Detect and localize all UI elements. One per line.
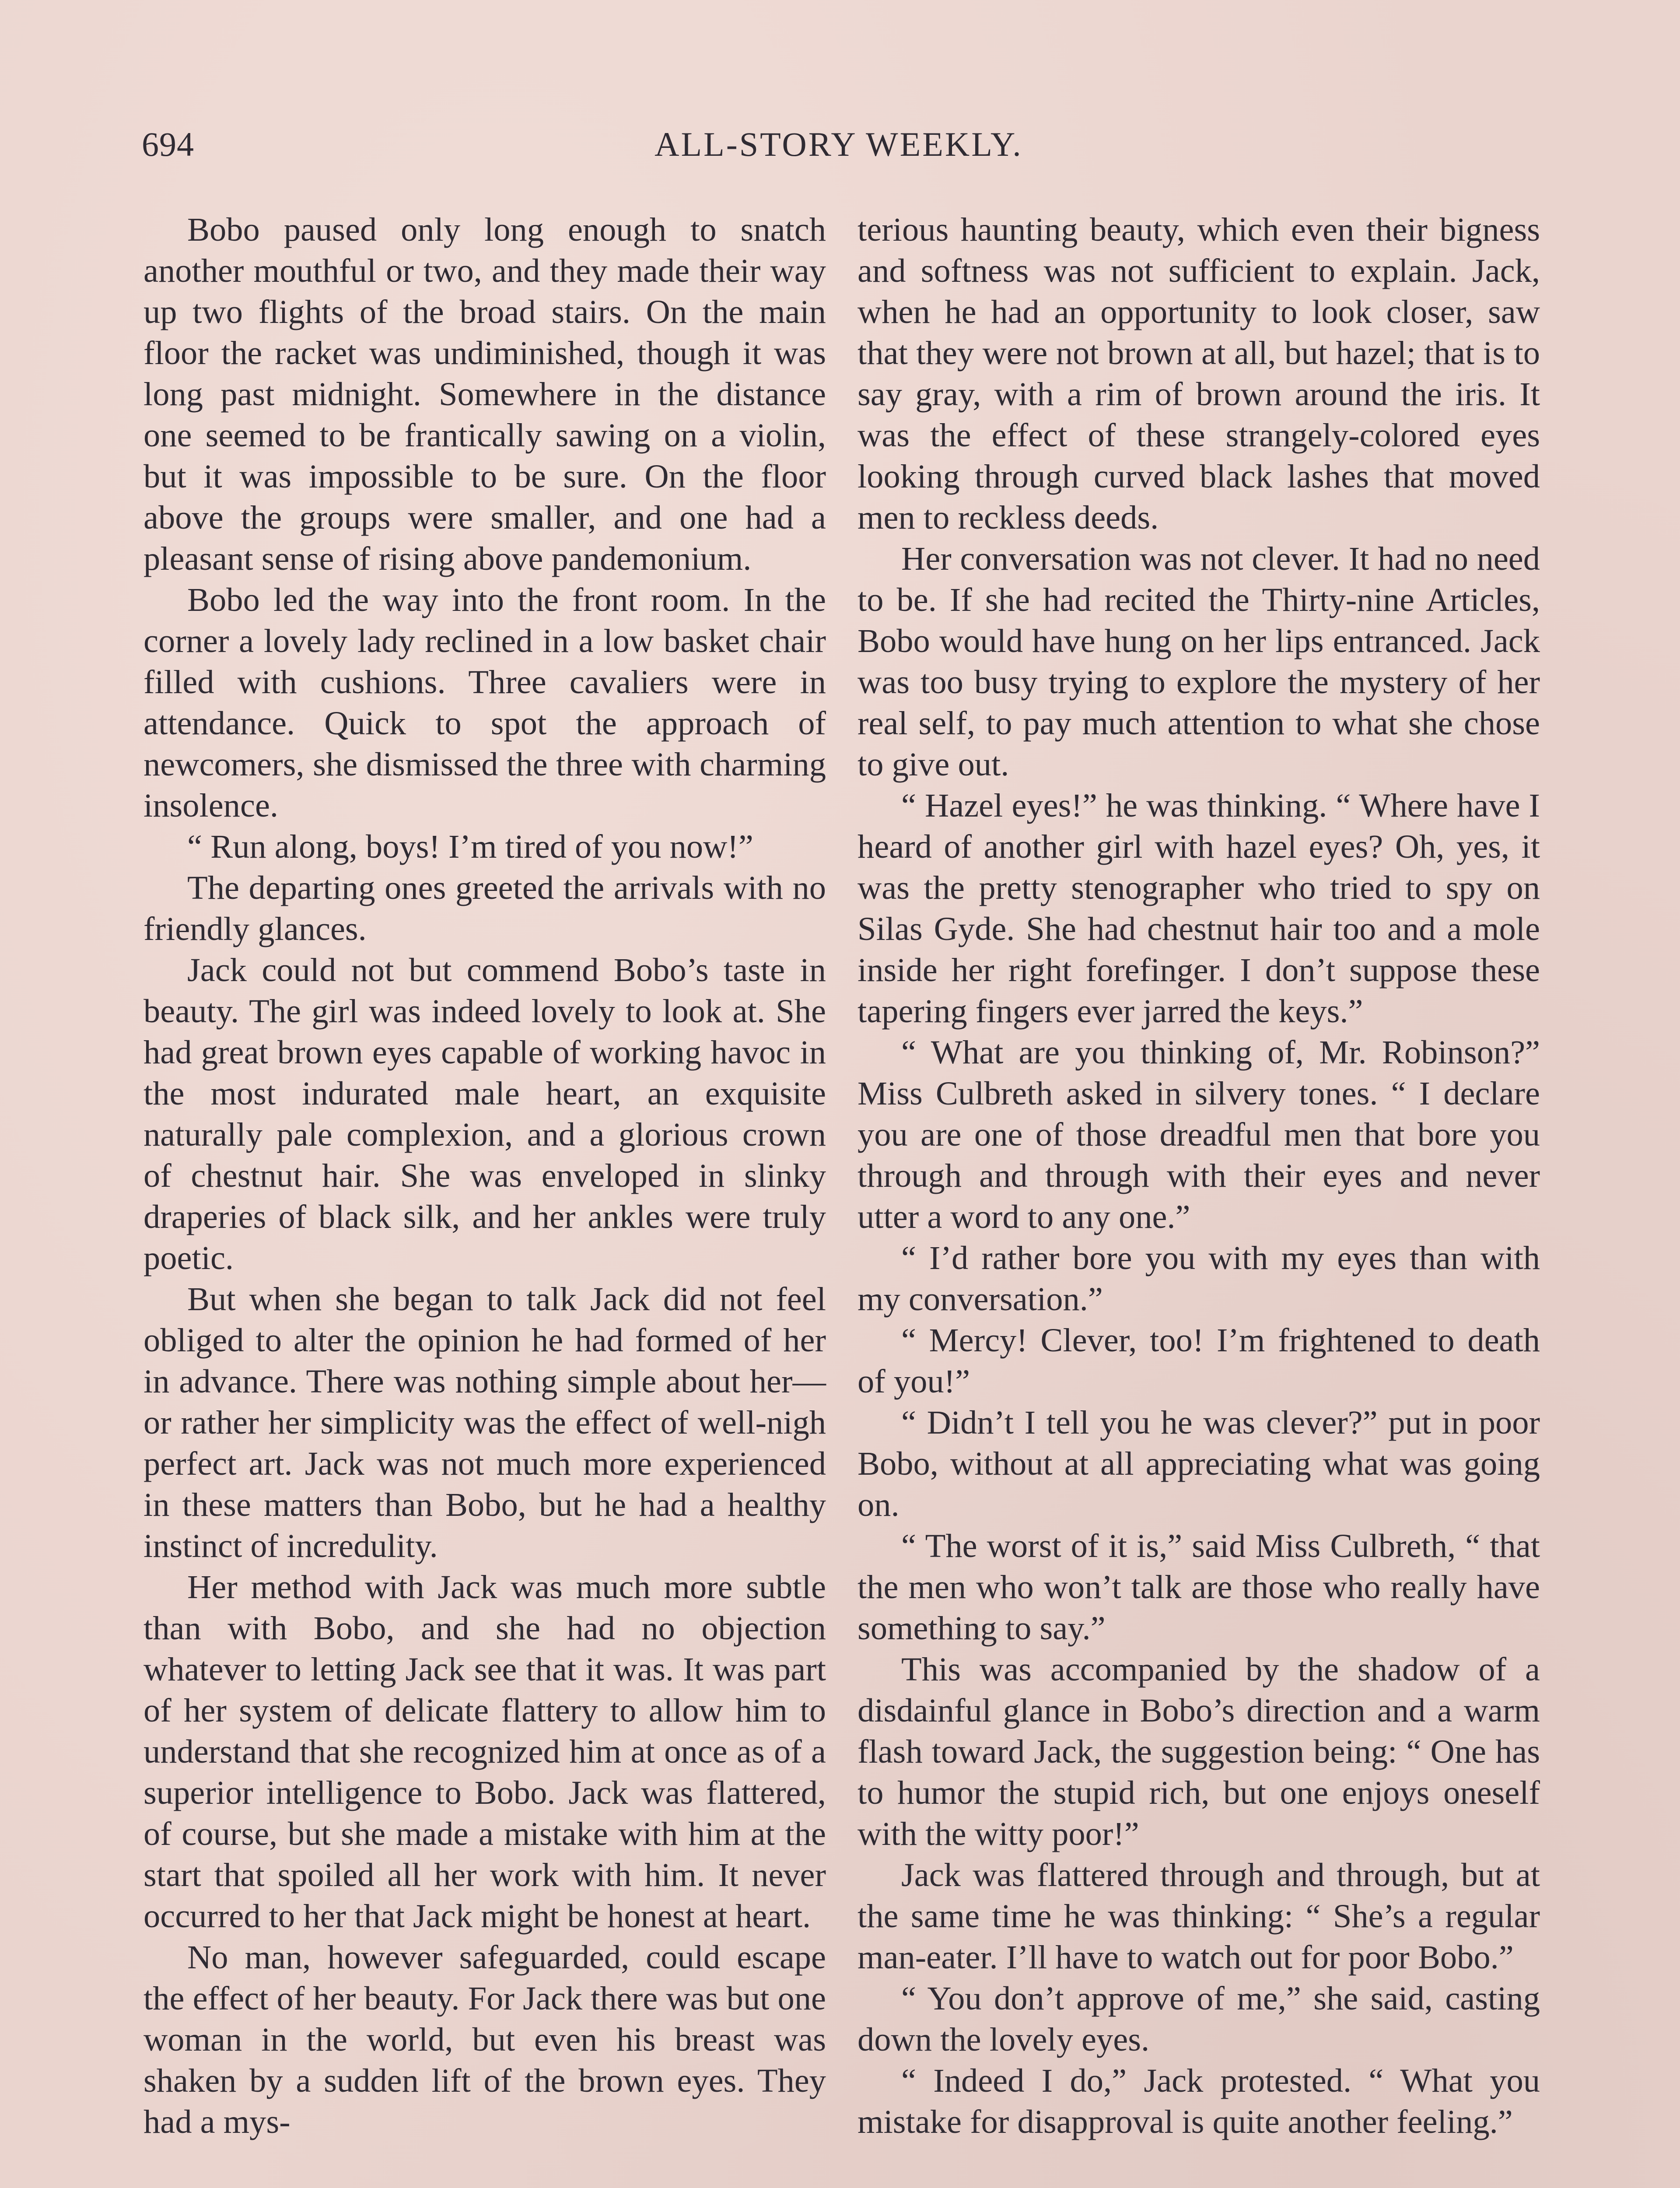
paragraph: But when she began to talk Jack did not feel obliged to alter the opinion he had formed of her in advance. There was nothing simple about her—or rather her simplicity was the effect of well-nigh perfect art. Jack was not much more experienced in these matters than Bobo, but he had a healthy instinct of incredulity. [144, 1280, 826, 1564]
left-column [144, 209, 826, 2142]
paragraph: This was accompanied by the shadow of a disdainful glance in Bobo’s direction and a warm flash toward Jack, the suggestion being: “ One has to humor the stupid rich, but one enjoys oneself with the witty poor!” [858, 1651, 1540, 1852]
running-title: ALL-STORY WEEKLY. [654, 125, 1023, 163]
paragraph: “ Indeed I do,” Jack protested. “ What you mistake for disapproval is quite another feeling.” [858, 2062, 1540, 2140]
page-header [142, 125, 1536, 173]
paragraph: “ I’d rather bore you with my eyes than with my conversation.” [858, 1239, 1540, 1318]
paragraph: Jack was flattered through and through, but at the same time he was thinking: “ She’s a regular man-eater. I’ll have to watch out for poor Bobo.” [858, 1856, 1540, 1976]
paragraph: No man, however safeguarded, could escape the effect of her beauty. For Jack there was but one woman in the world, but even his breast was shaken by a sudden lift of the brown eyes. They had a mys- [144, 1939, 826, 2140]
paragraph: Bobo led the way into the front room. In the corner a lovely lady reclined in a low basket chair filled with cushions. Three cavaliers were in attendance. Quick to spot the approach of newcomers, she dismissed the three with charming insolence. [144, 581, 826, 824]
paragraph: “ The worst of it is,” said Miss Culbreth, “ that the men who won’t talk are those who really have something to say.” [858, 1527, 1540, 1647]
paragraph: The departing ones greeted the arrivals with no friendly glances. [144, 869, 826, 947]
right-column [858, 209, 1540, 2142]
paragraph: “ Mercy! Clever, too! I’m frightened to death of you!” [858, 1322, 1540, 1400]
paragraph: Jack could not but commend Bobo’s taste in beauty. The girl was indeed lovely to look at. She had great brown eyes capable of working havoc in the most indurated male heart, an exquisite naturally pale complexion, and a glorious crown of chestnut hair. She was enveloped in slinky draperies of black silk, and her ankles were truly poetic. [144, 951, 826, 1276]
paragraph: “ What are you thinking of, Mr. Robinson?” Miss Culbreth asked in silvery tones. “ I declare you are one of those dreadful men that bore you through and through with their eyes and never utter a word to any one.” [858, 1034, 1540, 1235]
paragraph: Her conversation was not clever. It had no need to be. If she had recited the Thirty-nine Articles, Bobo would have hung on her lips entranced. Jack was too busy trying to explore the mystery of her real self, to pay much attention to what she chose to give out. [858, 540, 1540, 783]
paragraph-continuation: terious haunting beauty, which even their bigness and softness was not sufficient to explain. Jack, when he had an opportunity to look closer, saw that they were not brown at all, but hazel; that is to say gray, with a rim of brown around the iris. It was the effect of these strangely-colored eyes looking through curved black lashes that moved men to reckless deeds. [858, 211, 1540, 536]
paragraph: Bobo paused only long enough to snatch another mouthful or two, and they made their way up two flights of the broad stairs. On the main floor the racket was undiminished, though it was long past midnight. Somewhere in the distance one seemed to be frantically sawing on a violin, but it was impossible to be sure. On the floor above the groups were smaller, and one had a pleasant sense of rising above pandemonium. [144, 211, 826, 577]
paragraph: Her method with Jack was much more subtle than with Bobo, and she had no objection whatever to letting Jack see that it was. It was part of her system of delicate flattery to allow him to understand that she recognized him at once as of a superior intelligence to Bobo. Jack was flattered, of course, but she made a mistake with him at the start that spoiled all her work with him. It never occurred to her that Jack might be honest at heart. [144, 1568, 826, 1935]
paragraph: “ Didn’t I tell you he was clever?” put in poor Bobo, without at all appreciating what was going on. [858, 1404, 1540, 1523]
paragraph: “ Hazel eyes!” he was thinking. “ Where have I heard of another girl with hazel eyes? Oh, yes, it was the pretty stenographer who tried to spy on Silas Gyde. She had chestnut hair too and a mole inside her right forefinger. I don’t suppose these tapering fingers ever jarred the keys.” [858, 787, 1540, 1030]
page-number: 694 [142, 125, 194, 163]
paragraph: “ Run along, boys! I’m tired of you now!” [187, 828, 753, 865]
paragraph: “ You don’t approve of me,” she said, casting down the lovely eyes. [858, 1980, 1540, 2058]
